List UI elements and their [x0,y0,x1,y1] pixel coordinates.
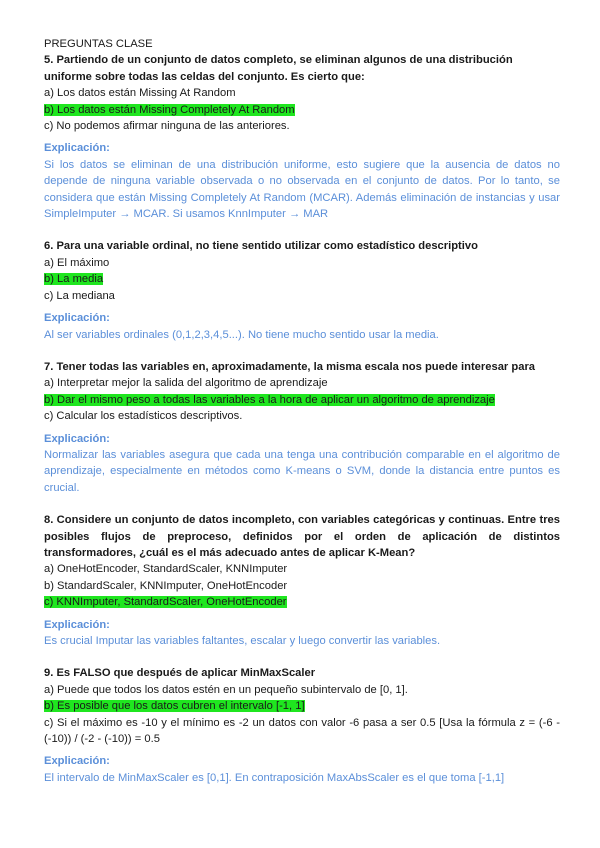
option-c-correct: c) KNNImputer, StandardScaler, OneHotEncoder [44,596,287,609]
explanation-label: Explicación: [44,142,110,155]
question-title: 8. Considere un conjunto de datos incompleto, con variables categóricas y continuas. Entre tres posibles flujos de preproceso, definidos por el orden de aplicación de distintos transformadores, ¿cuál es el más adecuado antes de aplicar K-Mean? [44,514,560,559]
option-c: c) No podemos afirmar ninguna de las anteriores. [44,120,290,133]
option-c: c) Si el máximo es -10 y el mínimo es -2 un datos con valor -6 pasa a ser 0.5 [Usa la fórmula z = (-6 -(-10)) / (-2 - (-10)) = 0.5 [44,716,560,746]
question-title: 5. Partiendo de un conjunto de datos completo, se eliminan algunos de una distribución uniforme sobre todas las celdas del conjunto. Es cierto que: [44,54,513,83]
question-5 [44,52,560,222]
option-b-correct: b) Los datos están Missing Completely At Random [44,103,295,116]
question-9 [44,665,560,786]
question-title: 7. Tener todas las variables en, aproximadamente, la misma escala nos puede interesar para [44,360,536,373]
option-b-correct: b) Dar el mismo peso a todas las variables a la hora de aplicar un algoritmo de aprendizaje [44,393,495,406]
explanation-text: Normalizar las variables asegura que cada una tenga una contribución comparable en el algoritmo de aprendizaje, especialmente en métodos como K-means o SVM, donde la distancia entre puntos es crucial. [44,448,560,494]
option-b: b) StandardScaler, KNNImputer, OneHotEncoder [44,579,288,592]
explanation-label: Explicación: [44,432,110,445]
document-body [44,36,560,786]
question-title: 6. Para una variable ordinal, no tiene sentido utilizar como estadístico descriptivo [44,240,478,253]
option-a: a) Los datos están Missing At Random [44,87,236,100]
option-c: c) Calcular los estadísticos descriptivos. [44,410,243,423]
option-a: a) Interpretar mejor la salida del algoritmo de aprendizaje [44,377,328,390]
question-title: 9. Es FALSO que después de aplicar MinMaxScaler [44,667,316,680]
explanation-text: Al ser variables ordinales (0,1,2,3,4,5...). No tiene mucho sentido usar la media. [44,328,439,341]
explanation-text: Es crucial Imputar las variables faltantes, escalar y luego convertir las variables. [44,635,441,647]
document-title: PREGUNTAS CLASE [44,38,153,50]
explanation-text: Si los datos se eliminan de una distribución uniforme, esto sugiere que la ausencia de datos no depende de ninguna variable observada o no observada en el conjunto de datos. Por lo tanto, se considera que están Missing Completely At Random (MCAR). Además eliminación de instancias y usar SimpleImputer → MCAR. Si usamos KnnImputer → MAR [44,158,560,221]
option-a: a) OneHotEncoder, StandardScaler, KNNImputer [44,563,288,576]
question-7 [44,359,560,496]
option-c: c) La mediana [44,289,115,302]
question-6 [44,238,560,342]
explanation-label: Explicación: [44,618,110,631]
option-b-correct: b) Es posible que los datos cubren el intervalo [-1, 1] [44,700,305,713]
option-a: a) Puede que todos los datos estén en un pequeño subintervalo de [0, 1]. [44,683,408,696]
question-8 [44,512,560,649]
option-b-correct: b) La media [44,273,104,286]
explanation-text: El intervalo de MinMaxScaler es [0,1]. En contraposición MaxAbsScaler es el que toma [-1,1] [44,771,505,784]
explanation-label: Explicación: [44,755,110,768]
explanation-label: Explicación: [44,312,110,325]
option-a: a) El máximo [44,256,110,269]
